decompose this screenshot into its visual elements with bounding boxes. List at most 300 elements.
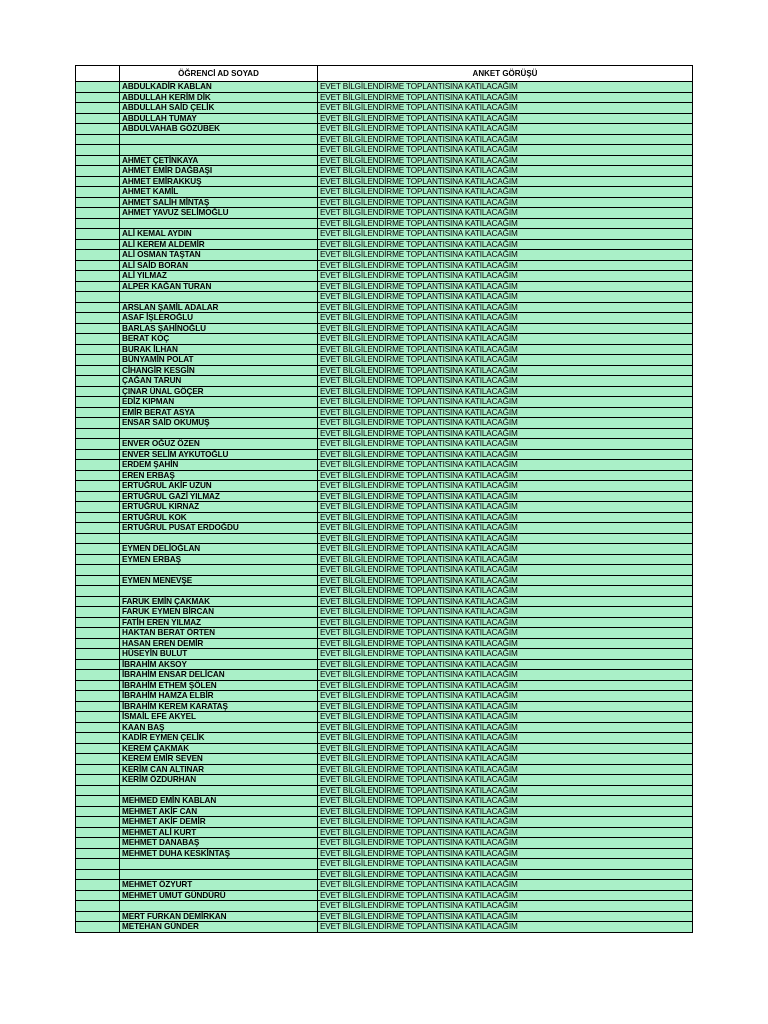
student-name-cell[interactable]: ERTUĞRUL AKİF UZUN [120, 481, 318, 492]
table-row [76, 281, 693, 292]
survey-answer-cell[interactable]: EVET BİLGİLENDİRME TOPLANTISINA KATILACAĞIM [318, 617, 693, 628]
survey-answer-cell[interactable]: EVET BİLGİLENDİRME TOPLANTISINA KATILACAĞIM [318, 827, 693, 838]
student-name-cell[interactable]: ABDULVAHAB GÖZÜBEK [120, 124, 318, 135]
table-row [76, 670, 693, 681]
table-row [76, 334, 693, 345]
survey-answer-cell[interactable]: EVET BİLGİLENDİRME TOPLANTISINA KATILACAĞIM [318, 586, 693, 597]
table-row [76, 323, 693, 334]
student-name-cell[interactable]: ENVER SELİM AYKUTOĞLU [120, 449, 318, 460]
row-index-cell[interactable] [76, 145, 120, 156]
row-index-cell[interactable] [76, 869, 120, 880]
survey-answer-cell[interactable]: EVET BİLGİLENDİRME TOPLANTISINA KATILACAĞIM [318, 323, 693, 334]
student-name-cell[interactable]: FARUK EYMEN BİRCAN [120, 607, 318, 618]
student-name-cell[interactable]: İSMAİL EFE AKYEL [120, 712, 318, 723]
survey-answer-cell[interactable]: EVET BİLGİLENDİRME TOPLANTISINA KATILACAĞIM [318, 607, 693, 618]
survey-answer-cell[interactable]: EVET BİLGİLENDİRME TOPLANTISINA KATILACAĞIM [318, 260, 693, 271]
survey-answer-cell[interactable]: EVET BİLGİLENDİRME TOPLANTISINA KATILACAĞIM [318, 880, 693, 891]
student-name-cell[interactable]: EYMEN ERBAŞ [120, 554, 318, 565]
survey-answer-cell[interactable]: EVET BİLGİLENDİRME TOPLANTISINA KATILACAĞIM [318, 722, 693, 733]
survey-answer-cell[interactable]: EVET BİLGİLENDİRME TOPLANTISINA KATILACAĞIM [318, 659, 693, 670]
row-index-cell[interactable] [76, 449, 120, 460]
survey-answer-cell[interactable]: EVET BİLGİLENDİRME TOPLANTISINA KATILACAĞIM [318, 512, 693, 523]
student-name-cell[interactable]: FATİH EREN YILMAZ [120, 617, 318, 628]
row-index-cell[interactable] [76, 470, 120, 481]
student-name-cell[interactable]: ERTUĞRUL KOK [120, 512, 318, 523]
row-index-cell[interactable] [76, 533, 120, 544]
student-name-cell[interactable]: AHMET YAVUZ SELİMOĞLU [120, 208, 318, 219]
student-name-cell[interactable]: ERDEM ŞAHİN [120, 460, 318, 471]
row-index-cell[interactable] [76, 617, 120, 628]
row-index-cell[interactable] [76, 796, 120, 807]
survey-answer-cell[interactable]: EVET BİLGİLENDİRME TOPLANTISINA KATILACAĞIM [318, 292, 693, 303]
table-row [76, 890, 693, 901]
row-index-cell[interactable] [76, 680, 120, 691]
row-index-cell[interactable] [76, 806, 120, 817]
header-survey-opinion[interactable]: ANKET GÖRÜŞÜ [318, 66, 693, 82]
survey-answer-cell[interactable]: EVET BİLGİLENDİRME TOPLANTISINA KATILACAĞIM [318, 355, 693, 366]
row-index-cell[interactable] [76, 838, 120, 849]
student-name-cell[interactable]: İBRAHİM AKSOY [120, 659, 318, 670]
row-index-cell[interactable] [76, 460, 120, 471]
table-row [76, 365, 693, 376]
table-row [76, 470, 693, 481]
row-index-cell[interactable] [76, 785, 120, 796]
row-index-cell[interactable] [76, 365, 120, 376]
row-index-cell[interactable] [76, 502, 120, 513]
student-name-cell[interactable]: KEREM ÇAKMAK [120, 743, 318, 754]
row-index-cell[interactable] [76, 890, 120, 901]
row-index-cell[interactable] [76, 575, 120, 586]
table-row [76, 901, 693, 912]
student-name-cell[interactable]: MEHMED EMİN KABLAN [120, 796, 318, 807]
row-index-cell[interactable] [76, 134, 120, 145]
row-index-cell[interactable] [76, 176, 120, 187]
student-name-cell[interactable]: MEHMET DUHA KESKİNTAŞ [120, 848, 318, 859]
survey-answer-cell[interactable]: EVET BİLGİLENDİRME TOPLANTISINA KATILACAĞIM [318, 859, 693, 870]
student-name-cell[interactable]: MEHMET AKİF DEMİR [120, 817, 318, 828]
table-row [76, 134, 693, 145]
row-index-cell[interactable] [76, 218, 120, 229]
survey-answer-cell[interactable]: EVET BİLGİLENDİRME TOPLANTISINA KATILACAĞIM [318, 680, 693, 691]
student-name-cell[interactable]: EDİZ KIPMAN [120, 397, 318, 408]
student-name-cell[interactable]: AHMET EMİR DAĞBAŞI [120, 166, 318, 177]
row-index-cell[interactable] [76, 418, 120, 429]
student-name-cell[interactable]: ALİ OSMAN TAŞTAN [120, 250, 318, 261]
survey-answer-cell[interactable]: EVET BİLGİLENDİRME TOPLANTISINA KATILACAĞIM [318, 124, 693, 135]
student-name-cell[interactable]: ENVER OĞUZ ÖZEN [120, 439, 318, 450]
survey-answer-cell[interactable]: EVET BİLGİLENDİRME TOPLANTISINA KATILACAĞIM [318, 82, 693, 93]
survey-answer-cell[interactable]: EVET BİLGİLENDİRME TOPLANTISINA KATILACAĞIM [318, 113, 693, 124]
survey-answer-cell[interactable]: EVET BİLGİLENDİRME TOPLANTISINA KATILACAĞIM [318, 418, 693, 429]
row-index-cell[interactable] [76, 880, 120, 891]
student-name-cell[interactable]: HAKTAN BERAT ÖRTEN [120, 628, 318, 639]
student-name-cell[interactable]: ERTUĞRUL KIRNAZ [120, 502, 318, 513]
table-row [76, 638, 693, 649]
survey-answer-cell[interactable]: EVET BİLGİLENDİRME TOPLANTISINA KATILACAĞIM [318, 754, 693, 765]
row-index-cell[interactable] [76, 922, 120, 933]
student-name-cell[interactable]: İBRAHİM KEREM KARATAŞ [120, 701, 318, 712]
student-name-cell[interactable]: BÜNYAMİN POLAT [120, 355, 318, 366]
table-row [76, 512, 693, 523]
student-name-cell[interactable]: KAAN BAŞ [120, 722, 318, 733]
row-index-cell[interactable] [76, 397, 120, 408]
student-name-cell[interactable]: ABDULLAH SAİD ÇELİK [120, 103, 318, 114]
table-row [76, 92, 693, 103]
survey-table [75, 65, 693, 933]
survey-answer-cell[interactable]: EVET BİLGİLENDİRME TOPLANTISINA KATILACAĞIM [318, 103, 693, 114]
table-row [76, 848, 693, 859]
student-name-cell[interactable] [120, 901, 318, 912]
row-index-cell[interactable] [76, 901, 120, 912]
student-name-cell[interactable]: ALİ SAİD BORAN [120, 260, 318, 271]
table-row [76, 407, 693, 418]
survey-answer-cell[interactable]: EVET BİLGİLENDİRME TOPLANTISINA KATILACAĞIM [318, 208, 693, 219]
table-row [76, 806, 693, 817]
student-name-cell[interactable]: HASAN EREN DEMİR [120, 638, 318, 649]
survey-answer-cell[interactable]: EVET BİLGİLENDİRME TOPLANTISINA KATILACAĞIM [318, 428, 693, 439]
survey-answer-cell[interactable]: EVET BİLGİLENDİRME TOPLANTISINA KATILACAĞIM [318, 386, 693, 397]
student-name-cell[interactable] [120, 586, 318, 597]
student-name-cell[interactable]: FARUK EMİN ÇAKMAK [120, 596, 318, 607]
student-name-cell[interactable]: ASAF İŞLEROĞLU [120, 313, 318, 324]
survey-answer-cell[interactable]: EVET BİLGİLENDİRME TOPLANTISINA KATILACAĞIM [318, 176, 693, 187]
student-name-cell[interactable]: İBRAHİM HAMZA ELBİR [120, 691, 318, 702]
survey-answer-cell[interactable]: EVET BİLGİLENDİRME TOPLANTISINA KATILACAĞIM [318, 901, 693, 912]
survey-answer-cell[interactable]: EVET BİLGİLENDİRME TOPLANTISINA KATILACAĞIM [318, 365, 693, 376]
student-name-cell[interactable]: MEHMET UMUT GÜNDÜRÜ [120, 890, 318, 901]
row-index-cell[interactable] [76, 512, 120, 523]
header-row [76, 66, 693, 82]
row-index-cell[interactable] [76, 229, 120, 240]
survey-answer-cell[interactable]: EVET BİLGİLENDİRME TOPLANTISINA KATILACAĞIM [318, 575, 693, 586]
survey-answer-cell[interactable]: EVET BİLGİLENDİRME TOPLANTISINA KATILACAĞIM [318, 239, 693, 250]
row-index-cell[interactable] [76, 670, 120, 681]
table-row [76, 691, 693, 702]
survey-answer-cell[interactable]: EVET BİLGİLENDİRME TOPLANTISINA KATILACAĞIM [318, 344, 693, 355]
student-name-cell[interactable]: BARLAS ŞAHİNOĞLU [120, 323, 318, 334]
row-index-cell[interactable] [76, 848, 120, 859]
survey-answer-cell[interactable]: EVET BİLGİLENDİRME TOPLANTISINA KATILACAĞIM [318, 250, 693, 261]
table-row [76, 113, 693, 124]
row-index-cell[interactable] [76, 386, 120, 397]
row-index-cell[interactable] [76, 722, 120, 733]
row-index-cell[interactable] [76, 827, 120, 838]
table-row [76, 575, 693, 586]
row-index-cell[interactable] [76, 344, 120, 355]
table-row [76, 733, 693, 744]
survey-answer-cell[interactable]: EVET BİLGİLENDİRME TOPLANTISINA KATILACAĞIM [318, 407, 693, 418]
row-index-cell[interactable] [76, 628, 120, 639]
row-index-cell[interactable] [76, 659, 120, 670]
table-row [76, 680, 693, 691]
row-index-cell[interactable] [76, 754, 120, 765]
survey-answer-cell[interactable]: EVET BİLGİLENDİRME TOPLANTISINA KATILACAĞIM [318, 848, 693, 859]
row-index-cell[interactable] [76, 113, 120, 124]
student-name-cell[interactable]: EYMEN DELİOĞLAN [120, 544, 318, 555]
student-name-cell[interactable]: BURAK İLHAN [120, 344, 318, 355]
student-name-cell[interactable]: ARSLAN ŞAMİL ADALAR [120, 302, 318, 313]
survey-answer-cell[interactable]: EVET BİLGİLENDİRME TOPLANTISINA KATILACAĞIM [318, 460, 693, 471]
table-row [76, 82, 693, 93]
survey-answer-cell[interactable]: EVET BİLGİLENDİRME TOPLANTISINA KATILACAĞIM [318, 491, 693, 502]
student-name-cell[interactable]: AHMET KAMİL [120, 187, 318, 198]
row-index-cell[interactable] [76, 92, 120, 103]
student-name-cell[interactable] [120, 785, 318, 796]
student-name-cell[interactable]: ENSAR SAİD OKUMUŞ [120, 418, 318, 429]
survey-answer-cell[interactable]: EVET BİLGİLENDİRME TOPLANTISINA KATILACAĞIM [318, 229, 693, 240]
survey-answer-cell[interactable]: EVET BİLGİLENDİRME TOPLANTISINA KATILACAĞIM [318, 911, 693, 922]
table-row [76, 869, 693, 880]
row-index-cell[interactable] [76, 649, 120, 660]
student-name-cell[interactable]: CİHANGİR KESGİN [120, 365, 318, 376]
table-row [76, 208, 693, 219]
student-name-cell[interactable]: MEHMET AKİF CAN [120, 806, 318, 817]
row-index-cell[interactable] [76, 323, 120, 334]
student-name-cell[interactable]: BERAT KOÇ [120, 334, 318, 345]
student-name-cell[interactable]: EREN ERBAŞ [120, 470, 318, 481]
student-name-cell[interactable]: MEHMET ÖZYURT [120, 880, 318, 891]
table-row [76, 743, 693, 754]
student-name-cell[interactable]: ABDULLAH TUMAY [120, 113, 318, 124]
student-name-cell[interactable] [120, 428, 318, 439]
survey-answer-cell[interactable]: EVET BİLGİLENDİRME TOPLANTISINA KATILACAĞIM [318, 533, 693, 544]
student-name-cell[interactable]: ABDULKADİR KABLAN [120, 82, 318, 93]
survey-answer-cell[interactable]: EVET BİLGİLENDİRME TOPLANTISINA KATILACAĞIM [318, 481, 693, 492]
survey-answer-cell[interactable]: EVET BİLGİLENDİRME TOPLANTISINA KATILACAĞIM [318, 334, 693, 345]
survey-answer-cell[interactable]: EVET BİLGİLENDİRME TOPLANTISINA KATILACAĞIM [318, 869, 693, 880]
survey-answer-cell[interactable]: EVET BİLGİLENDİRME TOPLANTISINA KATILACAĞIM [318, 817, 693, 828]
student-name-cell[interactable]: MEHMET ALİ KURT [120, 827, 318, 838]
student-name-cell[interactable] [120, 218, 318, 229]
student-name-cell[interactable]: ABDULLAH KERİM DİK [120, 92, 318, 103]
survey-answer-cell[interactable]: EVET BİLGİLENDİRME TOPLANTISINA KATILACAĞIM [318, 134, 693, 145]
row-index-cell[interactable] [76, 250, 120, 261]
table-row [76, 439, 693, 450]
survey-answer-cell[interactable]: EVET BİLGİLENDİRME TOPLANTISINA KATILACAĞIM [318, 922, 693, 933]
table-row [76, 250, 693, 261]
table-row [76, 449, 693, 460]
survey-answer-cell[interactable]: EVET BİLGİLENDİRME TOPLANTISINA KATILACAĞIM [318, 197, 693, 208]
table-row [76, 775, 693, 786]
table-row [76, 313, 693, 324]
table-row [76, 197, 693, 208]
row-index-cell[interactable] [76, 334, 120, 345]
student-name-cell[interactable] [120, 145, 318, 156]
row-index-cell[interactable] [76, 166, 120, 177]
survey-answer-cell[interactable]: EVET BİLGİLENDİRME TOPLANTISINA KATILACAĞIM [318, 764, 693, 775]
survey-answer-cell[interactable]: EVET BİLGİLENDİRME TOPLANTISINA KATILACAĞIM [318, 712, 693, 723]
row-index-cell[interactable] [76, 859, 120, 870]
header-student-name[interactable]: ÖĞRENCİ AD SOYAD [120, 66, 318, 82]
row-index-cell[interactable] [76, 691, 120, 702]
table-row [76, 880, 693, 891]
row-index-cell[interactable] [76, 260, 120, 271]
row-index-cell[interactable] [76, 407, 120, 418]
row-index-cell[interactable] [76, 911, 120, 922]
row-index-cell[interactable] [76, 764, 120, 775]
student-name-cell[interactable]: ERTUĞRUL GAZİ YILMAZ [120, 491, 318, 502]
student-name-cell[interactable] [120, 869, 318, 880]
row-index-cell[interactable] [76, 155, 120, 166]
header-blank[interactable] [76, 66, 120, 82]
survey-answer-cell[interactable]: EVET BİLGİLENDİRME TOPLANTISINA KATILACAĞIM [318, 691, 693, 702]
row-index-cell[interactable] [76, 544, 120, 555]
student-name-cell[interactable]: MEHMET DANABAŞ [120, 838, 318, 849]
survey-answer-cell[interactable]: EVET BİLGİLENDİRME TOPLANTISINA KATILACAĞIM [318, 155, 693, 166]
survey-answer-cell[interactable]: EVET BİLGİLENDİRME TOPLANTISINA KATILACAĞIM [318, 439, 693, 450]
row-index-cell[interactable] [76, 491, 120, 502]
student-name-cell[interactable]: EYMEN MENEVŞE [120, 575, 318, 586]
table-row [76, 218, 693, 229]
table-row [76, 491, 693, 502]
survey-answer-cell[interactable]: EVET BİLGİLENDİRME TOPLANTISINA KATILACAĞIM [318, 92, 693, 103]
table-row [76, 754, 693, 765]
student-name-cell[interactable]: AHMET ÇETİNKAYA [120, 155, 318, 166]
survey-answer-cell[interactable]: EVET BİLGİLENDİRME TOPLANTISINA KATILACAĞIM [318, 187, 693, 198]
survey-answer-cell[interactable]: EVET BİLGİLENDİRME TOPLANTISINA KATILACAĞIM [318, 785, 693, 796]
survey-answer-cell[interactable]: EVET BİLGİLENDİRME TOPLANTISINA KATILACAĞIM [318, 838, 693, 849]
table-row [76, 796, 693, 807]
survey-answer-cell[interactable]: EVET BİLGİLENDİRME TOPLANTISINA KATILACAĞIM [318, 313, 693, 324]
survey-answer-cell[interactable]: EVET BİLGİLENDİRME TOPLANTISINA KATILACAĞIM [318, 638, 693, 649]
survey-answer-cell[interactable]: EVET BİLGİLENDİRME TOPLANTISINA KATILACAĞIM [318, 596, 693, 607]
table-row [76, 271, 693, 282]
row-index-cell[interactable] [76, 701, 120, 712]
student-name-cell[interactable] [120, 134, 318, 145]
row-index-cell[interactable] [76, 817, 120, 828]
survey-answer-cell[interactable]: EVET BİLGİLENDİRME TOPLANTISINA KATILACAĞIM [318, 166, 693, 177]
survey-answer-cell[interactable]: EVET BİLGİLENDİRME TOPLANTISINA KATILACAĞIM [318, 565, 693, 576]
table-row [76, 239, 693, 250]
row-index-cell[interactable] [76, 439, 120, 450]
row-index-cell[interactable] [76, 481, 120, 492]
row-index-cell[interactable] [76, 187, 120, 198]
student-name-cell[interactable]: EMİR BERAT ASYA [120, 407, 318, 418]
student-name-cell[interactable]: ALİ KEREM ALDEMİR [120, 239, 318, 250]
student-name-cell[interactable]: KEREM EMİR SEVEN [120, 754, 318, 765]
survey-answer-cell[interactable]: EVET BİLGİLENDİRME TOPLANTISINA KATILACAĞIM [318, 890, 693, 901]
student-name-cell[interactable]: AHMET SALİH MİNTAŞ [120, 197, 318, 208]
row-index-cell[interactable] [76, 302, 120, 313]
row-index-cell[interactable] [76, 733, 120, 744]
survey-answer-cell[interactable]: EVET BİLGİLENDİRME TOPLANTISINA KATILACAĞIM [318, 628, 693, 639]
table-row [76, 302, 693, 313]
survey-answer-cell[interactable]: EVET BİLGİLENDİRME TOPLANTISINA KATILACAĞIM [318, 397, 693, 408]
student-name-cell[interactable]: ERTUĞRUL PUSAT ERDOĞDU [120, 523, 318, 534]
table-row [76, 502, 693, 513]
row-index-cell[interactable] [76, 82, 120, 93]
row-index-cell[interactable] [76, 712, 120, 723]
row-index-cell[interactable] [76, 638, 120, 649]
row-index-cell[interactable] [76, 775, 120, 786]
survey-answer-cell[interactable]: EVET BİLGİLENDİRME TOPLANTISINA KATILACAĞIM [318, 145, 693, 156]
row-index-cell[interactable] [76, 208, 120, 219]
table-row [76, 659, 693, 670]
table-row [76, 827, 693, 838]
table-row [76, 376, 693, 387]
student-name-cell[interactable]: METEHAN GÜNDER [120, 922, 318, 933]
survey-answer-cell[interactable]: EVET BİLGİLENDİRME TOPLANTISINA KATILACAĞIM [318, 649, 693, 660]
student-name-cell[interactable]: HÜSEYİN BULUT [120, 649, 318, 660]
table-row [76, 607, 693, 618]
row-index-cell[interactable] [76, 586, 120, 597]
row-index-cell[interactable] [76, 239, 120, 250]
survey-answer-cell[interactable]: EVET BİLGİLENDİRME TOPLANTISINA KATILACAĞIM [318, 733, 693, 744]
table-row [76, 838, 693, 849]
row-index-cell[interactable] [76, 743, 120, 754]
survey-answer-cell[interactable]: EVET BİLGİLENDİRME TOPLANTISINA KATILACAĞIM [318, 302, 693, 313]
student-name-cell[interactable] [120, 565, 318, 576]
row-index-cell[interactable] [76, 313, 120, 324]
row-index-cell[interactable] [76, 355, 120, 366]
student-name-cell[interactable]: İBRAHİM ENSAR DELİCAN [120, 670, 318, 681]
table-row [76, 533, 693, 544]
student-name-cell[interactable] [120, 859, 318, 870]
row-index-cell[interactable] [76, 103, 120, 114]
row-index-cell[interactable] [76, 565, 120, 576]
survey-answer-cell[interactable]: EVET BİLGİLENDİRME TOPLANTISINA KATILACAĞIM [318, 796, 693, 807]
survey-answer-cell[interactable]: EVET BİLGİLENDİRME TOPLANTISINA KATILACAĞIM [318, 470, 693, 481]
student-name-cell[interactable]: ALİ KEMAL AYDIN [120, 229, 318, 240]
survey-answer-cell[interactable]: EVET BİLGİLENDİRME TOPLANTISINA KATILACAĞIM [318, 218, 693, 229]
survey-answer-cell[interactable]: EVET BİLGİLENDİRME TOPLANTISINA KATILACAĞIM [318, 544, 693, 555]
student-name-cell[interactable] [120, 292, 318, 303]
survey-answer-cell[interactable]: EVET BİLGİLENDİRME TOPLANTISINA KATILACAĞIM [318, 701, 693, 712]
table-row [76, 596, 693, 607]
survey-answer-cell[interactable]: EVET BİLGİLENDİRME TOPLANTISINA KATILACAĞIM [318, 554, 693, 565]
survey-answer-cell[interactable]: EVET BİLGİLENDİRME TOPLANTISINA KATILACAĞIM [318, 806, 693, 817]
student-name-cell[interactable]: ÇINAR ÜNAL GÖÇER [120, 386, 318, 397]
student-name-cell[interactable]: ALPER KAĞAN TURAN [120, 281, 318, 292]
survey-answer-cell[interactable]: EVET BİLGİLENDİRME TOPLANTISINA KATILACAĞIM [318, 670, 693, 681]
survey-answer-cell[interactable]: EVET BİLGİLENDİRME TOPLANTISINA KATILACAĞIM [318, 376, 693, 387]
row-index-cell[interactable] [76, 281, 120, 292]
row-index-cell[interactable] [76, 523, 120, 534]
table-row [76, 628, 693, 639]
survey-answer-cell[interactable]: EVET BİLGİLENDİRME TOPLANTISINA KATILACAĞIM [318, 523, 693, 534]
row-index-cell[interactable] [76, 596, 120, 607]
row-index-cell[interactable] [76, 376, 120, 387]
table-row [76, 712, 693, 723]
student-name-cell[interactable]: ALİ YILMAZ [120, 271, 318, 282]
student-name-cell[interactable] [120, 533, 318, 544]
table-row [76, 397, 693, 408]
row-index-cell[interactable] [76, 607, 120, 618]
student-name-cell[interactable]: ÇAĞAN TARUN [120, 376, 318, 387]
row-index-cell[interactable] [76, 292, 120, 303]
student-name-cell[interactable]: İBRAHİM ETHEM ŞÖLEN [120, 680, 318, 691]
student-name-cell[interactable]: KERİM CAN ALTINAR [120, 764, 318, 775]
survey-answer-cell[interactable]: EVET BİLGİLENDİRME TOPLANTISINA KATILACAĞIM [318, 271, 693, 282]
table-row [76, 386, 693, 397]
row-index-cell[interactable] [76, 197, 120, 208]
survey-answer-cell[interactable]: EVET BİLGİLENDİRME TOPLANTISINA KATILACAĞIM [318, 502, 693, 513]
row-index-cell[interactable] [76, 124, 120, 135]
survey-answer-cell[interactable]: EVET BİLGİLENDİRME TOPLANTISINA KATILACAĞIM [318, 281, 693, 292]
table-row [76, 785, 693, 796]
student-name-cell[interactable]: KADİR EYMEN ÇELİK [120, 733, 318, 744]
survey-answer-cell[interactable]: EVET BİLGİLENDİRME TOPLANTISINA KATILACAĞIM [318, 743, 693, 754]
survey-answer-cell[interactable]: EVET BİLGİLENDİRME TOPLANTISINA KATILACAĞIM [318, 775, 693, 786]
student-name-cell[interactable]: MERT FURKAN DEMİRKAN [120, 911, 318, 922]
row-index-cell[interactable] [76, 554, 120, 565]
row-index-cell[interactable] [76, 271, 120, 282]
survey-answer-cell[interactable]: EVET BİLGİLENDİRME TOPLANTISINA KATILACAĞIM [318, 449, 693, 460]
table-row [76, 292, 693, 303]
student-name-cell[interactable]: AHMET EMİRAKKUŞ [120, 176, 318, 187]
student-name-cell[interactable]: KERİM ÖZDURHAN [120, 775, 318, 786]
row-index-cell[interactable] [76, 428, 120, 439]
